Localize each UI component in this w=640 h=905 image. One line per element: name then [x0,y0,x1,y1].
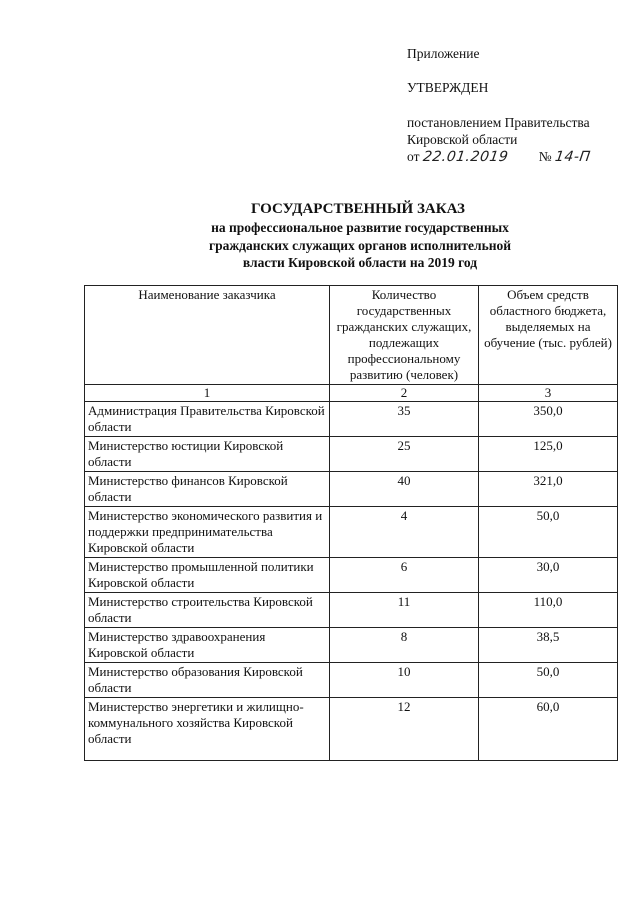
approval-block [407,45,590,166]
table-row [85,472,618,507]
header-customer-name: Наименование заказчика [85,286,330,385]
handwritten-date: 22.01.2019 [421,149,510,165]
employee-count-cell: 10 [330,663,479,698]
column-number-row [85,385,618,402]
budget-amount-cell: 110,0 [479,593,618,628]
header-budget-amount: Объем средств областного бюджета, выделяемых на обучение (тыс. рублей) [479,286,618,385]
date-prefix: от [407,149,420,164]
employee-count-cell: 40 [330,472,479,507]
customer-name-cell: Министерство юстиции Кировской области [85,437,330,472]
budget-amount-cell: 321,0 [479,472,618,507]
title-main: ГОСУДАРСТВЕННЫЙ ЗАКАЗ [251,201,465,217]
customer-name-cell: Министерство энергетики и жилищно-коммунального хозяйства Кировской области [85,698,330,761]
employee-count-cell: 4 [330,507,479,558]
number-prefix: № [538,149,552,164]
employee-count-cell: 12 [330,698,479,761]
employee-count-cell: 11 [330,593,479,628]
title-line-2: гражданских служащих органов исполнительной [208,237,512,253]
customer-name-cell: Министерство промышленной политики Кировской области [85,558,330,593]
employee-count-cell: 8 [330,628,479,663]
approval-line-2: Кировской области [407,132,518,147]
table-row [85,402,618,437]
approval-line-1: постановлением Правительства [407,115,590,130]
state-order-table [84,285,618,761]
budget-amount-cell: 60,0 [479,698,618,761]
customer-name-cell: Министерство строительства Кировской области [85,593,330,628]
table-row [85,437,618,472]
budget-amount-cell: 30,0 [479,558,618,593]
column-number: 3 [479,385,618,402]
budget-amount-cell: 38,5 [479,628,618,663]
title-line-1: на профессиональное развитие государственных [211,220,509,235]
table-row [85,558,618,593]
document-title [80,200,640,272]
budget-amount-cell: 125,0 [479,437,618,472]
customer-name-cell: Министерство экономического развития и поддержки предпринимательства Кировской области [85,507,330,558]
table-row [85,663,618,698]
table-row [85,593,618,628]
employee-count-cell: 6 [330,558,479,593]
table-row [85,698,618,761]
table-row [85,507,618,558]
appendix-label: Приложение [407,46,480,61]
table-header-row [85,286,618,385]
header-employee-count: Количество государственных гражданских служащих, подлежащих профессиональному развитию (человек) [330,286,479,385]
employee-count-cell: 25 [330,437,479,472]
column-number: 1 [85,385,330,402]
budget-amount-cell: 350,0 [479,402,618,437]
approved-label: УТВЕРЖДЕН [407,80,489,95]
table-row [85,628,618,663]
budget-amount-cell: 50,0 [479,663,618,698]
customer-name-cell: Администрация Правительства Кировской области [85,402,330,437]
budget-amount-cell: 50,0 [479,507,618,558]
approval-date-line [407,148,590,166]
customer-name-cell: Министерство образования Кировской области [85,663,330,698]
customer-name-cell: Министерство здравоохранения Кировской области [85,628,330,663]
column-number: 2 [330,385,479,402]
employee-count-cell: 35 [330,402,479,437]
customer-name-cell: Министерство финансов Кировской области [85,472,330,507]
title-line-3: власти Кировской области на 2019 год [242,255,478,270]
handwritten-number: 14-П [553,149,592,165]
